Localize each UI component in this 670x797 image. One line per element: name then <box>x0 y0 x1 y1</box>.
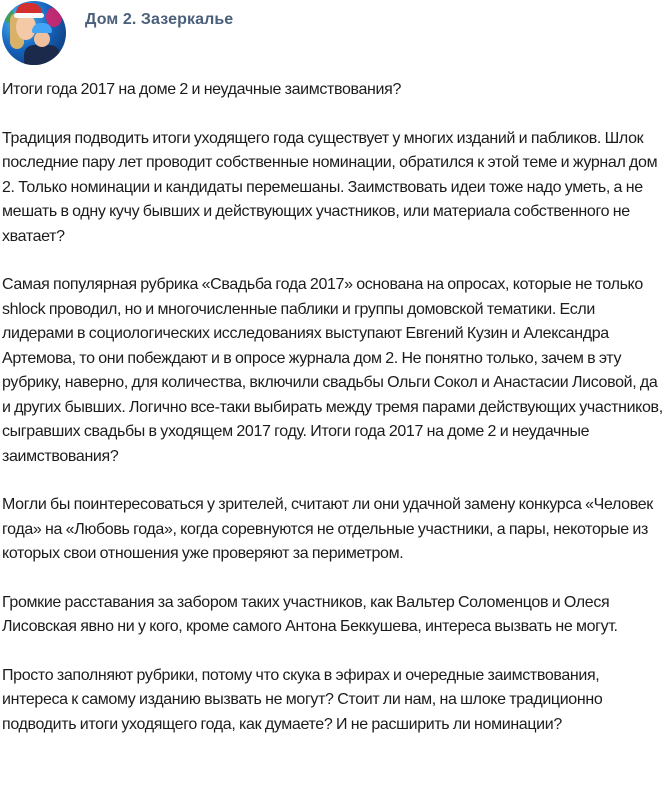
post-paragraph: Громкие расставания за забором таких участников, как Вальтер Соломенцов и Олеся Лисовская явно ни у кого, кроме самого Антона Беккушева, интереса вызвать не могут. <box>2 593 618 635</box>
avatar-figure <box>34 31 50 47</box>
group-avatar[interactable] <box>2 1 66 65</box>
santa-hat-icon <box>16 3 42 15</box>
post-paragraph: Просто заполняют рубрики, потому что скука в эфирах и очередные заимствования, интереса к самому изданию вызвать не могут? Стоит ли нам, на шлоке традиционно подводить итоги уходящего года, как думаете? И не расширить ли номинации? <box>2 666 603 733</box>
post-paragraph: Традиция подводить итоги уходящего года существует у многих изданий и пабликов. Шлок последние пару лет проводит собственные номинации, обратился к этой теме и журнал дом 2. Только номинации и кандидаты перемешаны. Заимствовать идеи тоже надо уметь, а не мешать в одну кучу бывших и действующих участников, или материала собственного не хватает? <box>2 129 658 245</box>
avatar-figure <box>24 45 60 65</box>
post-paragraph-title: Итоги года 2017 на доме 2 и неудачные заимствования? <box>2 81 401 98</box>
group-name-link[interactable]: Дом 2. Зазеркалье <box>85 11 234 28</box>
santa-hat-icon <box>32 23 52 33</box>
post-header <box>0 0 670 70</box>
post-paragraph: Могли бы поинтересоваться у зрителей, считают ли они удачной замену конкурса «Человек года» на «Любовь года», когда соревнуются не отдельные участники, а пары, некоторые из которых свои отношения уже проверяют за периметром. <box>2 496 653 562</box>
post-text <box>2 78 668 761</box>
post-paragraph: Самая популярная рубрика «Свадьба года 2017» основана на опросах, которые не только shlock проводил, но и многочисленные паблики и группы домовской тематики. Если лидерами в социологических исследованиях выступают Евгений Кузин и Александра Артемова, то они побеждают и в опросе журнала дом 2. Не понятно только, зачем в эту рубрику, наверно, для количества, включили свадьбы Ольги Сокол и Анастасии Лисовой, да и других бывших. Логично все-таки выбирать между тремя парами действующих участников, сыгравших свадьбы в уходящем 2017 году. Итоги года 2017 на доме 2 и неудачные заимствования? <box>2 276 663 465</box>
